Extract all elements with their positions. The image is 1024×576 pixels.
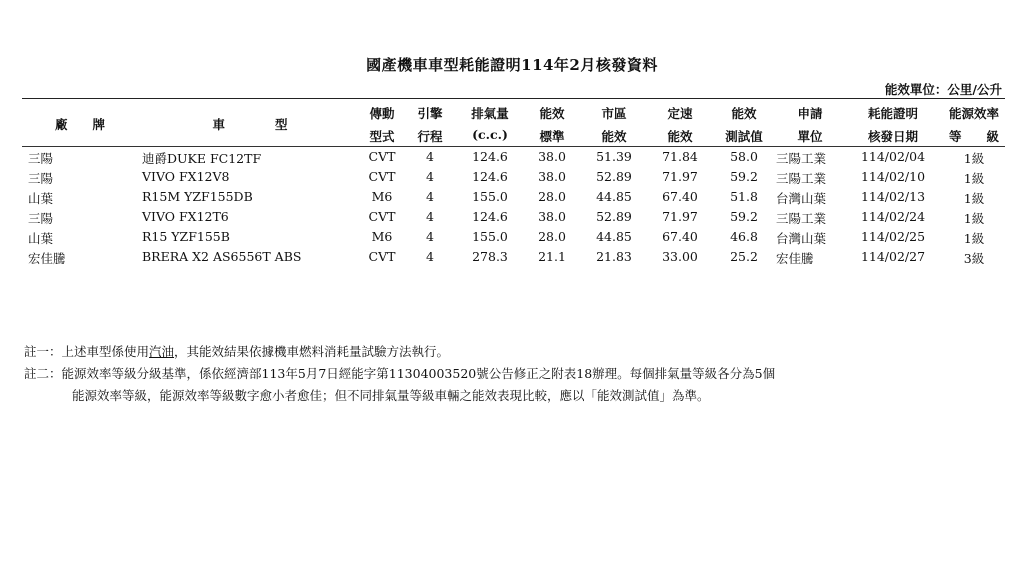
cell-const: 67.40	[662, 189, 698, 204]
cell-test: 58.0	[730, 149, 758, 164]
cell-grade: 1級	[963, 231, 985, 246]
cell-disp: 155.0	[472, 229, 508, 244]
cell-city: 21.83	[596, 249, 632, 264]
table-row	[0, 189, 1024, 209]
cell-std: 38.0	[538, 169, 566, 184]
header-date-2: 核發日期	[867, 129, 918, 144]
cell-date: 114/02/25	[860, 229, 926, 244]
cell-disp: 124.6	[472, 209, 508, 224]
cell-brand: 宏佳騰	[28, 251, 66, 266]
cell-grade: 3級	[963, 251, 985, 266]
cell-applicant: 台灣山葉	[776, 231, 827, 246]
cell-disp: 278.3	[472, 249, 508, 264]
cell-model: R15M YZF155DB	[142, 189, 253, 204]
cell-brand: 山葉	[28, 231, 54, 246]
cell-city: 52.89	[596, 169, 632, 184]
cell-std: 28.0	[538, 189, 566, 204]
cell-test: 46.8	[730, 229, 758, 244]
cell-city: 52.89	[596, 209, 632, 224]
cell-trans: CVT	[368, 149, 396, 164]
header-disp-1: 排氣量	[471, 106, 509, 121]
header-trans-1: 傳動	[369, 106, 395, 121]
cell-test: 51.8	[730, 189, 758, 204]
cell-stroke: 4	[426, 169, 434, 184]
note-1-fuel: 汽油	[149, 344, 175, 359]
cell-const: 33.00	[662, 249, 698, 264]
cell-model: VIVO FX12T6	[142, 209, 229, 224]
page-title: 國產機車車型耗能證明114年2月核發資料	[366, 56, 658, 74]
cell-test: 25.2	[730, 249, 758, 264]
note-1-prefix: 註一：上述車型係使用	[24, 344, 150, 359]
header-city-2: 能效	[601, 129, 627, 144]
header-stroke-2: 行程	[417, 129, 443, 144]
table-row	[0, 229, 1024, 249]
cell-model: VIVO FX12V8	[142, 169, 230, 184]
cell-date: 114/02/04	[860, 149, 926, 164]
cell-city: 44.85	[596, 189, 632, 204]
cell-grade: 1級	[963, 151, 985, 166]
cell-trans: CVT	[368, 169, 396, 184]
cell-stroke: 4	[426, 189, 434, 204]
header-applicant-1: 申請	[797, 106, 823, 121]
cell-std: 28.0	[538, 229, 566, 244]
cell-model: BRERA X2 AS6556T ABS	[142, 249, 302, 264]
cell-model: R15 YZF155B	[142, 229, 230, 244]
header-date-1: 耗能證明	[867, 106, 918, 121]
cell-brand: 三陽	[28, 151, 54, 166]
cell-stroke: 4	[426, 249, 434, 264]
cell-brand: 三陽	[28, 211, 54, 226]
cell-brand: 三陽	[28, 171, 54, 186]
cell-grade: 1級	[963, 211, 985, 226]
cell-applicant: 三陽工業	[776, 211, 827, 226]
cell-grade: 1級	[963, 191, 985, 206]
note-2-line-2: 能源效率等級，能源效率等級數字愈小者愈佳；但不同排氣量等級車輛之能效表現比較，應以「能效測試值」為準。	[72, 388, 710, 403]
cell-city: 51.39	[596, 149, 632, 164]
cell-const: 71.97	[662, 209, 698, 224]
cell-disp: 155.0	[472, 189, 508, 204]
header-test-1: 能效	[731, 106, 757, 121]
cell-date: 114/02/10	[860, 169, 926, 184]
cell-disp: 124.6	[472, 169, 508, 184]
header-city-1: 市區	[601, 106, 627, 121]
cell-applicant: 宏佳騰	[776, 251, 814, 266]
cell-trans: CVT	[368, 249, 396, 264]
cell-stroke: 4	[426, 149, 434, 164]
cell-city: 44.85	[596, 229, 632, 244]
cell-const: 71.97	[662, 169, 698, 184]
note-1	[24, 342, 449, 360]
header-const-2: 能效	[667, 129, 693, 144]
header-disp-2: (c.c.)	[472, 127, 508, 142]
cell-trans: CVT	[368, 209, 396, 224]
cell-date: 114/02/13	[860, 189, 926, 204]
header-const-1: 定速	[667, 106, 693, 121]
header-stroke-1: 引擎	[417, 106, 443, 121]
header-applicant-2: 單位	[797, 129, 823, 144]
table-header-rule	[22, 146, 1005, 147]
note-2-line-1: 註二：能源效率等級分級基準，係依經濟部113年5月7日經能字第11304003520號公告修正之附表18辦理。每個排氣量等級各分為5個	[24, 366, 776, 381]
header-trans-2: 型式	[369, 129, 395, 144]
header-test-2: 測試值	[725, 129, 763, 144]
cell-grade: 1級	[963, 171, 985, 186]
cell-disp: 124.6	[472, 149, 508, 164]
cell-trans: M6	[371, 229, 393, 244]
unit-label: 能效單位：公里/公升	[884, 82, 1002, 97]
header-std-1: 能效	[539, 106, 565, 121]
cell-const: 67.40	[662, 229, 698, 244]
note-1-suffix: ，其能效結果依據機車燃料消耗量試驗方法執行。	[174, 344, 450, 359]
table-row	[0, 149, 1024, 169]
cell-test: 59.2	[730, 209, 758, 224]
table-row	[0, 209, 1024, 229]
header-brand: 廠 牌	[54, 117, 105, 132]
cell-std: 21.1	[538, 249, 566, 264]
cell-applicant: 台灣山葉	[776, 191, 827, 206]
cell-model: 迪爵DUKE FC12TF	[142, 151, 262, 166]
cell-trans: M6	[371, 189, 393, 204]
cell-const: 71.84	[662, 149, 698, 164]
table-row	[0, 169, 1024, 189]
cell-stroke: 4	[426, 229, 434, 244]
cell-date: 114/02/27	[860, 249, 926, 264]
cell-test: 59.2	[730, 169, 758, 184]
table-row	[0, 249, 1024, 269]
cell-applicant: 三陽工業	[776, 171, 827, 186]
header-grade-2: 等 級	[948, 129, 999, 144]
cell-stroke: 4	[426, 209, 434, 224]
cell-std: 38.0	[538, 209, 566, 224]
cell-applicant: 三陽工業	[776, 151, 827, 166]
cell-std: 38.0	[538, 149, 566, 164]
header-grade-1: 能源效率	[948, 106, 999, 121]
cell-brand: 山葉	[28, 191, 54, 206]
table-top-rule	[22, 98, 1005, 99]
cell-date: 114/02/24	[860, 209, 926, 224]
header-std-2: 標準	[539, 129, 565, 144]
header-model: 車 型	[212, 117, 288, 132]
